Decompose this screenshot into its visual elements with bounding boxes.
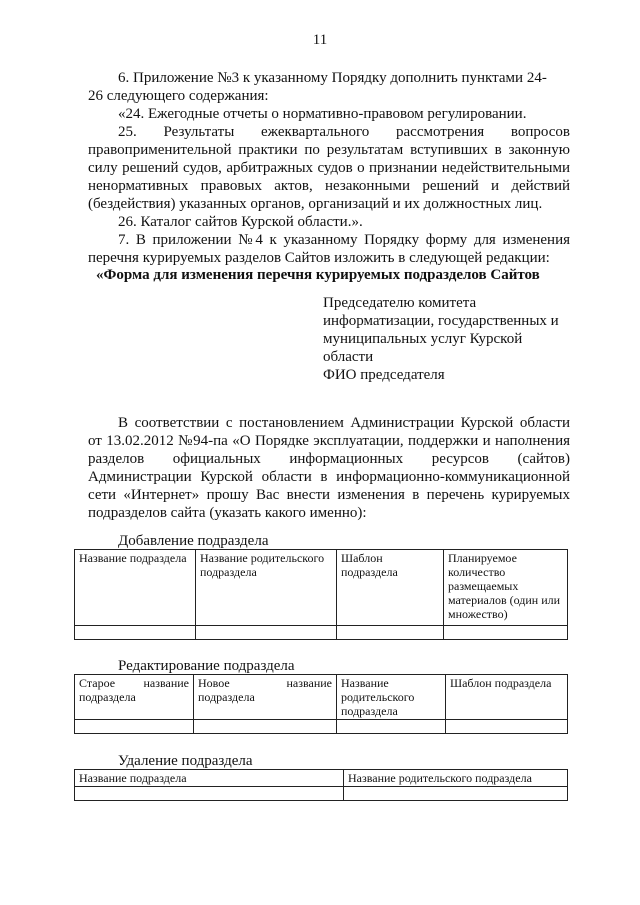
table-header-cell: Планируемое количество размещаемых материалов (один или множество) (444, 550, 568, 626)
table-header-row (75, 550, 568, 626)
table-row (75, 787, 568, 801)
item25-line5: (бездействия) указанных органов, организаций и их должностных лиц. (88, 196, 543, 212)
para7-line2: перечня курируемых разделов Сайтов изложить в следующей редакции: (88, 250, 550, 266)
table-cell[interactable] (446, 720, 568, 734)
table-cell[interactable] (75, 626, 196, 640)
table-header-cell: Название подраздела (75, 550, 196, 626)
table-cell[interactable] (337, 626, 444, 640)
table-header-cell: Шаблон подраздела (446, 675, 568, 720)
table-cell[interactable] (337, 720, 446, 734)
table-header-row (75, 675, 568, 720)
item25-line1: 25. Результаты ежеквартального рассмотрения вопросов (118, 124, 570, 140)
request-line3: разделов официальных информационных ресурсов (сайтов) (88, 451, 570, 467)
table-cell[interactable] (75, 787, 344, 801)
page-number: 11 (312, 32, 328, 48)
para6-line2: 26 следующего содержания: (88, 88, 269, 104)
table-header-cell: Название родительского подраздела (337, 675, 446, 720)
request-line1: В соответствии с постановлением Администрации Курской области (118, 415, 570, 431)
addressee-line4: области (323, 349, 374, 365)
addressee-line3: муниципальных услуг Курской (323, 331, 523, 347)
request-line2: от 13.02.2012 №94-па «О Порядке эксплуатации, поддержки и наполнения (88, 433, 570, 449)
table-cell[interactable] (444, 626, 568, 640)
addressee-line5: ФИО председателя (323, 367, 445, 383)
form-title: «Форма для изменения перечня курируемых подразделов Сайтов (96, 267, 540, 283)
edit-section-table (74, 674, 568, 734)
edit-section-caption: Редактирование подраздела (118, 658, 295, 674)
delete-section-caption: Удаление подраздела (118, 753, 253, 769)
table-row (75, 720, 568, 734)
item-24: «24. Ежегодные отчеты о нормативно-правовом регулировании. (118, 106, 527, 122)
para7-line1: 7. В приложении №4 к указанному Порядку форму для изменения (118, 232, 570, 248)
item-26: 26. Каталог сайтов Курской области.». (118, 214, 363, 230)
request-line4: Администрации Курской области в информационно-коммуникационной (88, 469, 570, 485)
addressee-line2: информатизации, государственных и (323, 313, 559, 329)
table-header-cell: Название родительского подраздела (344, 770, 568, 787)
table-cell[interactable] (75, 720, 194, 734)
table-header-row (75, 770, 568, 787)
table-header-cell: Новое название подраздела (194, 675, 337, 720)
item25-line2: правоприменительной практики по результатам вступивших в законную (88, 142, 570, 158)
item25-line4: ненормативных правовых актов, незаконными решений и действий (88, 178, 570, 194)
table-cell[interactable] (194, 720, 337, 734)
addressee-line1: Председателю комитета (323, 295, 477, 311)
add-section-table (74, 549, 568, 640)
table-header-cell: Название подраздела (75, 770, 344, 787)
delete-section-table (74, 769, 568, 801)
table-header-cell: Старое название подраздела (75, 675, 194, 720)
request-line6: подразделов сайта (указать какого именно): (88, 505, 367, 521)
table-cell[interactable] (344, 787, 568, 801)
table-header-cell: Название родительского подраздела (196, 550, 337, 626)
item25-line3: силу решений судов, арбитражных судов о признании недействительными (88, 160, 570, 176)
para6-line1: 6. Приложение №3 к указанному Порядку дополнить пунктами 24- (118, 70, 547, 86)
table-header-cell: Шаблон подраздела (337, 550, 444, 626)
table-row (75, 626, 568, 640)
table-cell[interactable] (196, 626, 337, 640)
add-section-caption: Добавление подраздела (118, 533, 269, 549)
request-line5: сети «Интернет» прошу Вас внести изменения в перечень курируемых (88, 487, 570, 503)
